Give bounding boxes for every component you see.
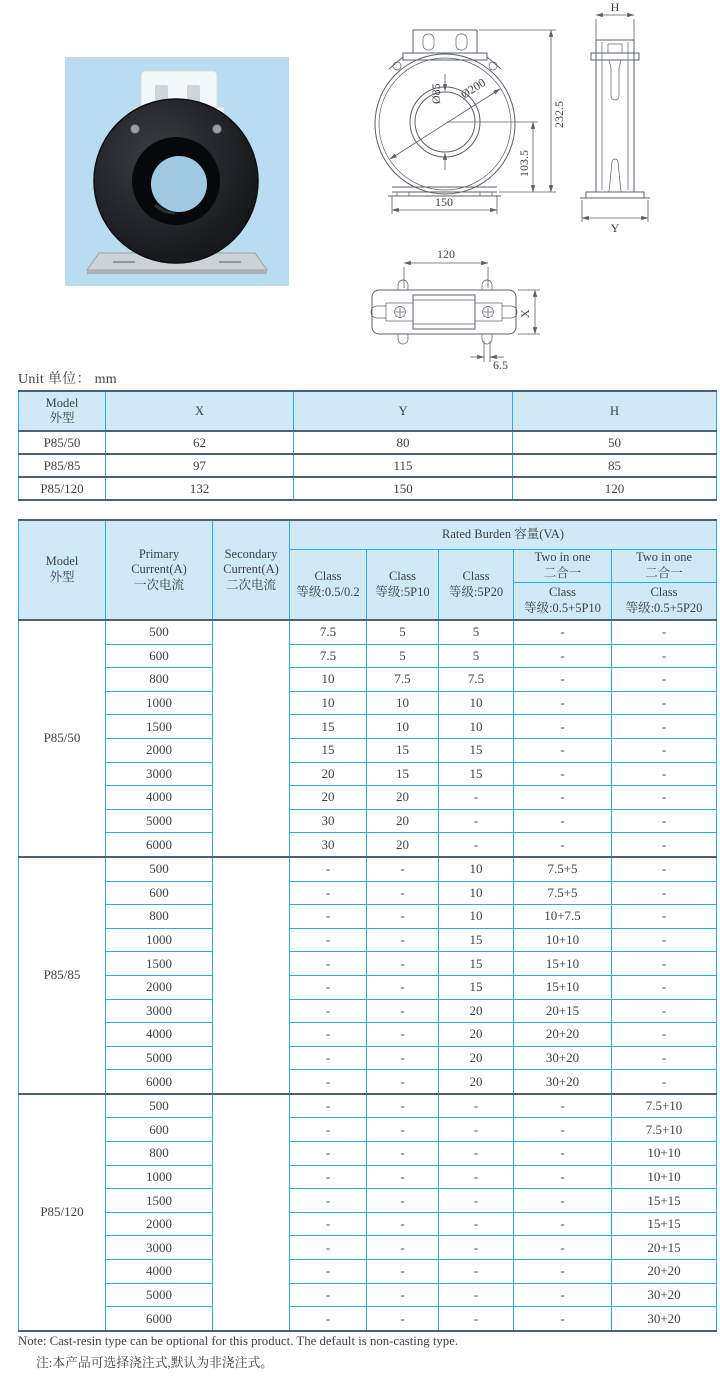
- primary-current-cell: 3000: [106, 762, 213, 786]
- burden-value-cell: -: [290, 1023, 367, 1047]
- burden-table-row: [19, 1236, 717, 1260]
- secondary-current-cell: [213, 857, 290, 1094]
- x-cell: 132: [106, 477, 294, 500]
- burden-value-cell: -: [290, 952, 367, 976]
- rated-burden-table: [18, 519, 717, 1332]
- burden-value-cell: -: [290, 928, 367, 952]
- primary-current-cell: 6000: [106, 1070, 213, 1094]
- dimension-drawings: [350, 0, 720, 390]
- primary-current-cell: 600: [106, 881, 213, 905]
- burden-value-cell: -: [612, 809, 717, 833]
- burden-value-cell: -: [367, 1094, 439, 1118]
- burden-value-cell: -: [612, 928, 717, 952]
- burden-table-row: [19, 881, 717, 905]
- model-cell: P85/85: [19, 454, 106, 477]
- burden-table-row: [19, 1307, 717, 1331]
- primary-current-cell: 4000: [106, 786, 213, 810]
- burden-value-cell: -: [514, 715, 612, 739]
- burden-value-cell: 7.5+10: [612, 1094, 717, 1118]
- burden-value-cell: -: [514, 1189, 612, 1213]
- burden-value-cell: -: [612, 881, 717, 905]
- burden-table-row: [19, 715, 717, 739]
- burden-value-cell: -: [612, 857, 717, 881]
- burden-value-cell: 15+15: [612, 1189, 717, 1213]
- burden-value-cell: 5: [439, 620, 514, 644]
- burden-value-cell: -: [612, 738, 717, 762]
- burden-value-cell: 15+10: [514, 952, 612, 976]
- burden-value-cell: 20: [439, 1046, 514, 1070]
- burden-value-cell: 15: [290, 715, 367, 739]
- x-cell: 62: [106, 431, 294, 454]
- col-header-rated-burden: Rated Burden 容量(VA): [290, 520, 717, 550]
- burden-value-cell: -: [367, 1023, 439, 1047]
- burden-value-cell: -: [514, 809, 612, 833]
- burden-value-cell: -: [290, 1142, 367, 1166]
- burden-value-cell: -: [439, 1118, 514, 1142]
- burden-table-row: [19, 809, 717, 833]
- dim-side-width-bottom: Y: [610, 221, 620, 235]
- product-photo: [65, 57, 289, 286]
- burden-table-row: [19, 1094, 717, 1118]
- primary-current-cell: 2000: [106, 738, 213, 762]
- burden-value-cell: 5: [367, 620, 439, 644]
- burden-value-cell: -: [514, 786, 612, 810]
- burden-value-cell: -: [367, 881, 439, 905]
- col-header-model: Model 外型: [19, 520, 106, 620]
- burden-value-cell: -: [367, 1070, 439, 1094]
- burden-value-cell: -: [612, 644, 717, 668]
- primary-current-cell: 500: [106, 620, 213, 644]
- burden-value-cell: 10: [290, 668, 367, 692]
- burden-value-cell: 10: [367, 715, 439, 739]
- burden-value-cell: 20: [367, 809, 439, 833]
- burden-table-row: [19, 999, 717, 1023]
- burden-value-cell: -: [367, 999, 439, 1023]
- burden-value-cell: 10+10: [612, 1165, 717, 1189]
- burden-value-cell: -: [439, 1165, 514, 1189]
- burden-value-cell: 10: [439, 881, 514, 905]
- burden-value-cell: 5: [439, 644, 514, 668]
- burden-table-row: [19, 668, 717, 692]
- burden-value-cell: -: [514, 1283, 612, 1307]
- burden-value-cell: -: [367, 857, 439, 881]
- burden-value-cell: 20+20: [514, 1023, 612, 1047]
- dim-front-overall-height: 232.5: [552, 101, 566, 128]
- burden-value-cell: -: [514, 1260, 612, 1284]
- note-line-en: Note: Cast-resin type can be optional for this product. The default is non-casting type.: [18, 1334, 459, 1348]
- dimension-table: [18, 390, 717, 501]
- burden-value-cell: -: [290, 1165, 367, 1189]
- burden-table-row: [19, 1070, 717, 1094]
- burden-value-cell: -: [514, 691, 612, 715]
- burden-value-cell: -: [290, 905, 367, 929]
- burden-value-cell: 5: [367, 644, 439, 668]
- burden-value-cell: -: [290, 1212, 367, 1236]
- primary-current-cell: 800: [106, 668, 213, 692]
- primary-current-cell: 5000: [106, 1283, 213, 1307]
- burden-value-cell: -: [290, 999, 367, 1023]
- col-header-class-5p20: Class 等级:5P20: [439, 550, 514, 621]
- secondary-current-cell: [213, 1094, 290, 1331]
- table-header-row: [19, 391, 717, 431]
- dim-side-width-top: H: [610, 0, 620, 14]
- bottom-view: [371, 247, 540, 372]
- burden-value-cell: -: [514, 1212, 612, 1236]
- col-header-model: Model 外型: [19, 391, 106, 431]
- burden-table-row: [19, 786, 717, 810]
- primary-current-cell: 2000: [106, 975, 213, 999]
- burden-table-row: [19, 857, 717, 881]
- burden-value-cell: -: [612, 833, 717, 857]
- burden-value-cell: -: [439, 1189, 514, 1213]
- burden-value-cell: 15: [367, 738, 439, 762]
- burden-value-cell: -: [290, 1118, 367, 1142]
- side-view: [580, 0, 650, 235]
- h-cell: 120: [513, 477, 717, 500]
- burden-value-cell: 15: [439, 738, 514, 762]
- burden-value-cell: 10: [439, 905, 514, 929]
- burden-value-cell: 10: [367, 691, 439, 715]
- secondary-current-cell: [213, 620, 290, 857]
- burden-value-cell: -: [290, 1094, 367, 1118]
- x-cell: 97: [106, 454, 294, 477]
- primary-current-cell: 5000: [106, 809, 213, 833]
- note-line-cn: 注:本产品可选择浇注式,默认为非浇注式。: [36, 1356, 274, 1370]
- burden-value-cell: -: [612, 715, 717, 739]
- burden-value-cell: 20: [367, 833, 439, 857]
- burden-value-cell: 20: [439, 1023, 514, 1047]
- unit-label: Unit 单位： mm: [18, 372, 117, 387]
- burden-value-cell: 30+20: [514, 1070, 612, 1094]
- burden-value-cell: -: [367, 1212, 439, 1236]
- col-header-class-0.5-0.2: Class 等级:0.5/0.2: [290, 550, 367, 621]
- primary-current-cell: 500: [106, 1094, 213, 1118]
- dim-front-base-width: 150: [435, 195, 453, 209]
- burden-value-cell: -: [290, 1046, 367, 1070]
- burden-value-cell: -: [514, 1094, 612, 1118]
- y-cell: 150: [294, 477, 513, 500]
- burden-table-row: [19, 644, 717, 668]
- burden-table-row: [19, 738, 717, 762]
- front-view: [375, 30, 566, 214]
- y-cell: 80: [294, 431, 513, 454]
- burden-value-cell: -: [367, 1142, 439, 1166]
- dim-bottom-depth: X: [518, 309, 532, 318]
- burden-value-cell: -: [514, 1142, 612, 1166]
- burden-value-cell: -: [612, 762, 717, 786]
- burden-value-cell: 7.5: [290, 620, 367, 644]
- burden-table-row: [19, 928, 717, 952]
- burden-table-row: [19, 975, 717, 999]
- col-header-two-in-one-1: Two in one 二合一: [514, 550, 612, 583]
- burden-value-cell: -: [367, 1283, 439, 1307]
- burden-value-cell: 30+20: [514, 1046, 612, 1070]
- burden-value-cell: 10+10: [612, 1142, 717, 1166]
- burden-value-cell: 10: [439, 857, 514, 881]
- transformer-body: [94, 99, 258, 263]
- burden-value-cell: 20+20: [612, 1260, 717, 1284]
- burden-table-row: [19, 1023, 717, 1047]
- burden-value-cell: -: [439, 786, 514, 810]
- burden-value-cell: -: [290, 1307, 367, 1331]
- model-cell: P85/120: [19, 477, 106, 500]
- burden-value-cell: -: [367, 905, 439, 929]
- burden-value-cell: -: [290, 857, 367, 881]
- burden-value-cell: -: [514, 1307, 612, 1331]
- burden-value-cell: 20+15: [514, 999, 612, 1023]
- burden-value-cell: -: [514, 668, 612, 692]
- burden-value-cell: 20: [290, 762, 367, 786]
- burden-value-cell: -: [367, 1165, 439, 1189]
- burden-value-cell: 15: [439, 952, 514, 976]
- col-header-x: X: [106, 391, 294, 431]
- burden-value-cell: 7.5: [367, 668, 439, 692]
- burden-value-cell: -: [612, 1023, 717, 1047]
- burden-value-cell: -: [439, 1283, 514, 1307]
- burden-value-cell: 30: [290, 833, 367, 857]
- burden-value-cell: 10+7.5: [514, 905, 612, 929]
- burden-value-cell: 15: [367, 762, 439, 786]
- burden-table-row: [19, 1283, 717, 1307]
- dim-front-outer-diameter: Ø200: [458, 75, 489, 102]
- burden-value-cell: -: [612, 668, 717, 692]
- burden-value-cell: 10: [290, 691, 367, 715]
- dim-front-center-height: 103.5: [517, 150, 531, 177]
- primary-current-cell: 1500: [106, 1189, 213, 1213]
- burden-value-cell: 20: [439, 999, 514, 1023]
- y-cell: 115: [294, 454, 513, 477]
- primary-current-cell: 800: [106, 1142, 213, 1166]
- burden-value-cell: -: [514, 833, 612, 857]
- table-row: [19, 431, 717, 454]
- primary-current-cell: 3000: [106, 1236, 213, 1260]
- burden-value-cell: 15+10: [514, 975, 612, 999]
- primary-current-cell: 1000: [106, 691, 213, 715]
- burden-table-row: [19, 905, 717, 929]
- burden-value-cell: -: [439, 1142, 514, 1166]
- burden-value-cell: -: [514, 1118, 612, 1142]
- burden-value-cell: -: [439, 1260, 514, 1284]
- burden-value-cell: -: [367, 975, 439, 999]
- burden-table-row: [19, 952, 717, 976]
- burden-value-cell: 7.5+10: [612, 1118, 717, 1142]
- burden-value-cell: -: [439, 1307, 514, 1331]
- col-header-two-in-one-2: Two in one 二合一: [612, 550, 717, 583]
- burden-value-cell: 10: [439, 691, 514, 715]
- burden-value-cell: -: [290, 1260, 367, 1284]
- burden-value-cell: -: [367, 1046, 439, 1070]
- burden-value-cell: -: [367, 1307, 439, 1331]
- burden-value-cell: -: [439, 1212, 514, 1236]
- burden-value-cell: 7.5+5: [514, 881, 612, 905]
- burden-value-cell: 30: [290, 809, 367, 833]
- primary-current-cell: 500: [106, 857, 213, 881]
- burden-value-cell: -: [514, 620, 612, 644]
- col-header-primary-current: Primary Current(A) 一次电流: [106, 520, 213, 620]
- burden-value-cell: 7.5+5: [514, 857, 612, 881]
- burden-value-cell: 15: [290, 738, 367, 762]
- primary-current-cell: 1000: [106, 1165, 213, 1189]
- col-header-class-5p10: Class 等级:5P10: [367, 550, 439, 621]
- dim-front-inner-diameter: Ø85: [429, 83, 443, 104]
- col-header-class-0.5-5p10: Class 等级:0.5+5P10: [514, 583, 612, 621]
- burden-value-cell: 20+15: [612, 1236, 717, 1260]
- burden-value-cell: -: [439, 809, 514, 833]
- col-header-secondary-current: Secondary Current(A) 二次电流: [213, 520, 290, 620]
- burden-value-cell: 20: [367, 786, 439, 810]
- primary-current-cell: 2000: [106, 1212, 213, 1236]
- primary-current-cell: 1000: [106, 928, 213, 952]
- h-cell: 85: [513, 454, 717, 477]
- model-cell: P85/85: [19, 857, 106, 1094]
- burden-table-row: [19, 1212, 717, 1236]
- primary-current-cell: 3000: [106, 999, 213, 1023]
- burden-value-cell: 15+15: [612, 1212, 717, 1236]
- burden-value-cell: -: [367, 952, 439, 976]
- burden-value-cell: 30+20: [612, 1307, 717, 1331]
- burden-value-cell: -: [514, 1236, 612, 1260]
- burden-value-cell: -: [612, 691, 717, 715]
- burden-table-row: [19, 1046, 717, 1070]
- col-header-class-0.5-5p20: Class 等级:0.5+5P20: [612, 583, 717, 621]
- burden-value-cell: -: [290, 1236, 367, 1260]
- burden-value-cell: -: [439, 1094, 514, 1118]
- burden-value-cell: -: [612, 905, 717, 929]
- model-cell: P85/120: [19, 1094, 106, 1331]
- burden-value-cell: 15: [439, 928, 514, 952]
- burden-value-cell: -: [439, 833, 514, 857]
- burden-value-cell: -: [439, 1236, 514, 1260]
- burden-table-row: [19, 1189, 717, 1213]
- col-header-y: Y: [294, 391, 513, 431]
- primary-current-cell: 1500: [106, 715, 213, 739]
- burden-table-row: [19, 1260, 717, 1284]
- burden-value-cell: -: [290, 1189, 367, 1213]
- table-row: [19, 454, 717, 477]
- dim-bottom-hole-spacing: 120: [437, 247, 455, 261]
- primary-current-cell: 5000: [106, 1046, 213, 1070]
- burden-value-cell: -: [367, 1260, 439, 1284]
- primary-current-cell: 1500: [106, 952, 213, 976]
- burden-value-cell: -: [612, 620, 717, 644]
- burden-value-cell: -: [514, 762, 612, 786]
- burden-value-cell: -: [367, 928, 439, 952]
- col-header-h: H: [513, 391, 717, 431]
- burden-value-cell: 7.5: [290, 644, 367, 668]
- burden-value-cell: 15: [439, 975, 514, 999]
- burden-value-cell: -: [367, 1236, 439, 1260]
- burden-value-cell: 7.5: [439, 668, 514, 692]
- burden-value-cell: -: [612, 786, 717, 810]
- burden-value-cell: -: [612, 999, 717, 1023]
- burden-table-row: [19, 833, 717, 857]
- burden-table-row: [19, 1142, 717, 1166]
- burden-value-cell: 15: [439, 762, 514, 786]
- burden-value-cell: 10: [439, 715, 514, 739]
- burden-value-cell: 20: [439, 1070, 514, 1094]
- primary-current-cell: 4000: [106, 1260, 213, 1284]
- primary-current-cell: 4000: [106, 1023, 213, 1047]
- burden-value-cell: -: [290, 881, 367, 905]
- burden-value-cell: -: [367, 1118, 439, 1142]
- model-cell: P85/50: [19, 431, 106, 454]
- burden-value-cell: -: [290, 1070, 367, 1094]
- burden-value-cell: -: [290, 975, 367, 999]
- burden-value-cell: -: [514, 1165, 612, 1189]
- burden-value-cell: -: [612, 952, 717, 976]
- burden-table-row: [19, 1165, 717, 1189]
- burden-value-cell: 30+20: [612, 1283, 717, 1307]
- burden-value-cell: -: [514, 738, 612, 762]
- dim-bottom-slot-width: 6.5: [493, 358, 508, 372]
- burden-table-row: [19, 762, 717, 786]
- primary-current-cell: 800: [106, 905, 213, 929]
- primary-current-cell: 600: [106, 1118, 213, 1142]
- burden-table-row: [19, 1118, 717, 1142]
- burden-value-cell: 10+10: [514, 928, 612, 952]
- model-cell: P85/50: [19, 620, 106, 857]
- burden-value-cell: -: [290, 1283, 367, 1307]
- table-header-row: [19, 520, 717, 550]
- burden-value-cell: -: [367, 1189, 439, 1213]
- h-cell: 50: [513, 431, 717, 454]
- burden-value-cell: -: [514, 644, 612, 668]
- primary-current-cell: 6000: [106, 833, 213, 857]
- table-row: [19, 477, 717, 500]
- burden-table-row: [19, 691, 717, 715]
- burden-value-cell: -: [612, 1046, 717, 1070]
- burden-value-cell: -: [612, 975, 717, 999]
- primary-current-cell: 6000: [106, 1307, 213, 1331]
- burden-value-cell: 20: [290, 786, 367, 810]
- primary-current-cell: 600: [106, 644, 213, 668]
- burden-table-row: [19, 620, 717, 644]
- burden-value-cell: -: [612, 1070, 717, 1094]
